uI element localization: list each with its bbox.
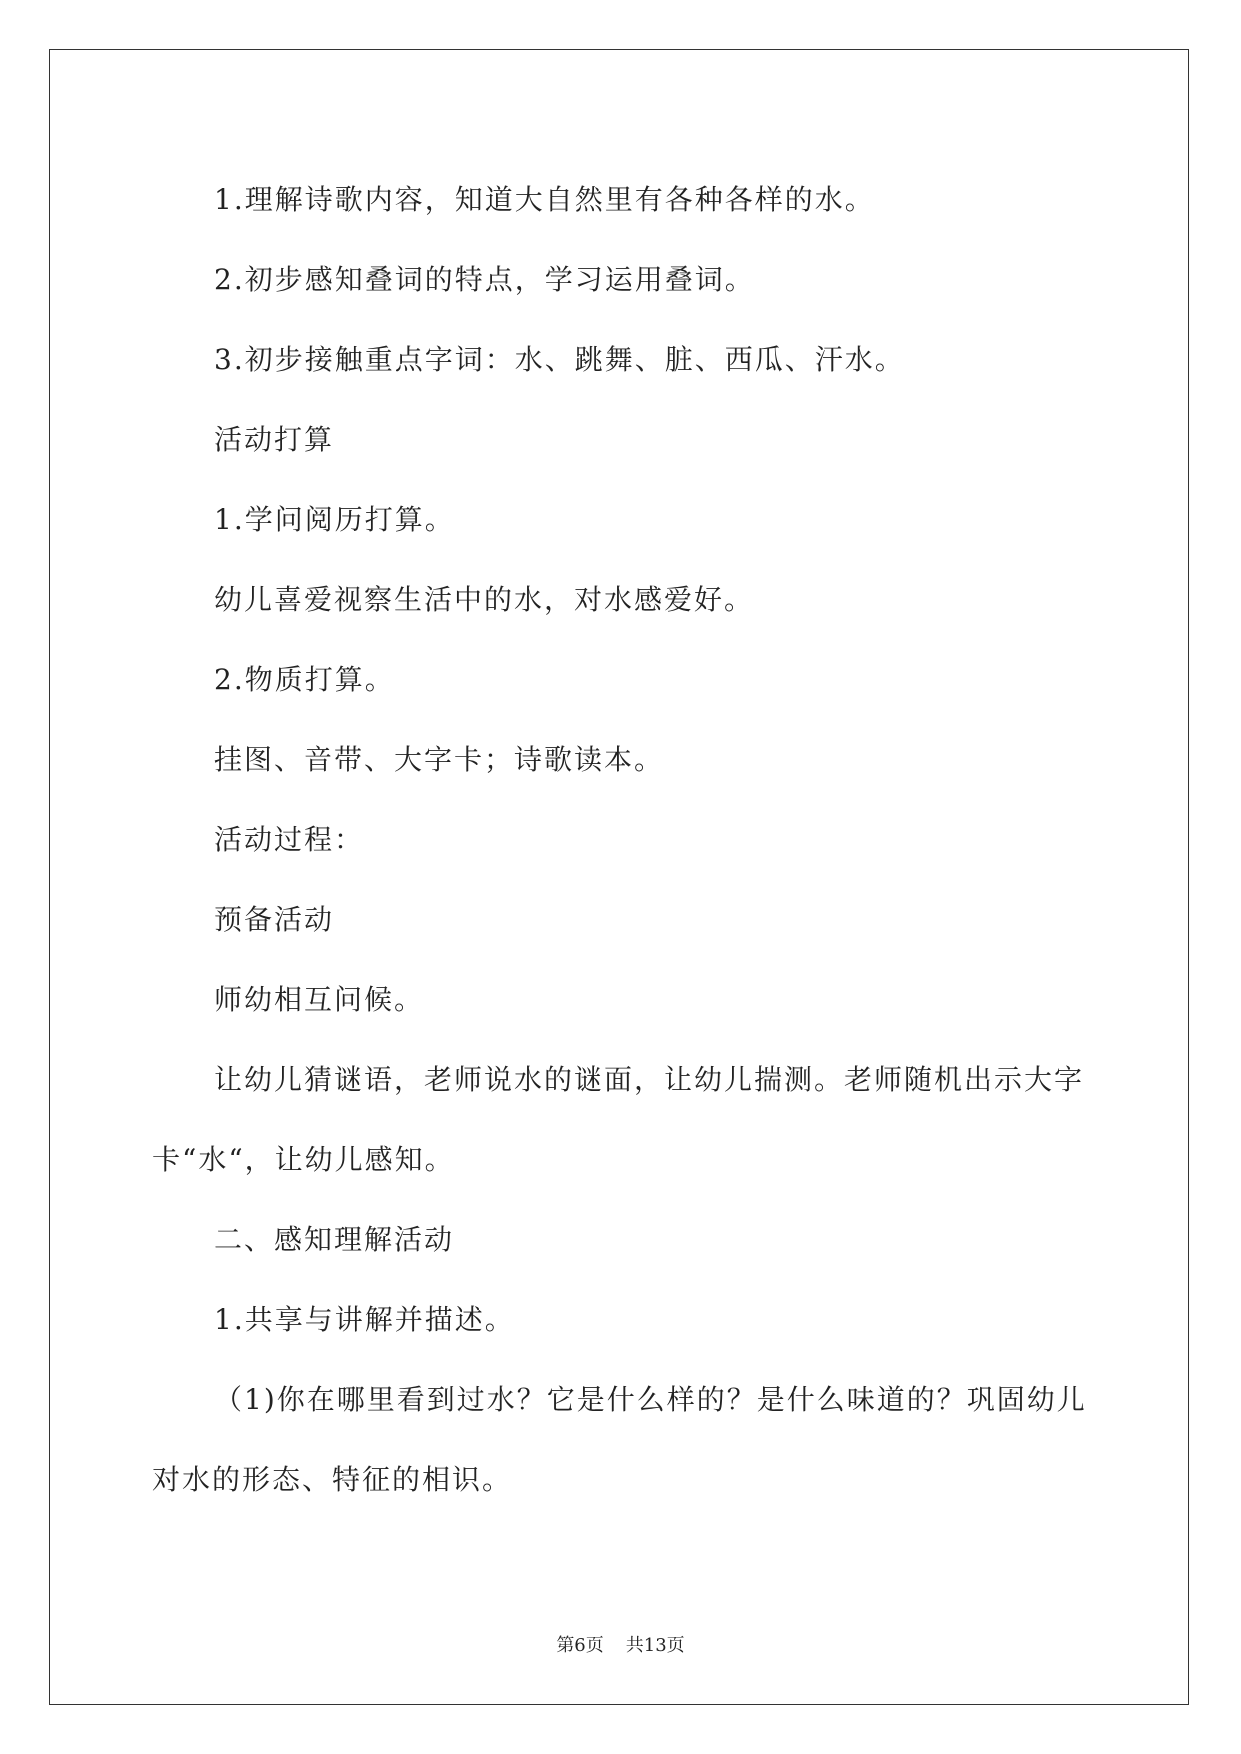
heading-preparation: 活动打算	[214, 423, 335, 456]
paragraph-objective-1: 1.理解诗歌内容，知道大自然里有各种各样的水。	[214, 183, 875, 216]
paragraph-knowledge-detail: 幼儿喜爱视察生活中的水，对水感爱好。	[214, 583, 755, 616]
current-page-number: 第6页	[556, 1635, 604, 1656]
paragraph-objective-2: 2.初步感知叠词的特点，学习运用叠词。	[214, 263, 755, 296]
total-pages: 共13页	[625, 1635, 685, 1656]
paragraph-riddle: 让幼儿猜谜语，老师说水的谜面，让幼儿揣测。老师随机出示大字卡“水“，让幼儿感知。	[152, 1063, 1085, 1176]
paragraph-greeting: 师幼相互问候。	[214, 983, 425, 1016]
paragraph-share: 1.共享与讲解并描述。	[214, 1303, 515, 1336]
heading-perception: 二、感知理解活动	[214, 1223, 455, 1256]
page-footer	[0, 1631, 1241, 1657]
paragraph-material-detail: 挂图、音带、大字卡；诗歌读本。	[214, 743, 665, 776]
paragraph-knowledge-prep: 1.学问阅历打算。	[214, 503, 455, 536]
paragraph-material-prep: 2.物质打算。	[214, 663, 395, 696]
heading-process: 活动过程：	[214, 823, 365, 856]
document-body	[152, 160, 1092, 1520]
paragraph-question-1: （1)你在哪里看到过水？它是什么样的？是什么味道的？巩固幼儿对水的形态、特征的相识。	[152, 1383, 1087, 1496]
heading-warmup: 预备活动	[214, 903, 335, 936]
paragraph-objective-3: 3.初步接触重点字词：水、跳舞、脏、西瓜、汗水。	[214, 343, 905, 376]
